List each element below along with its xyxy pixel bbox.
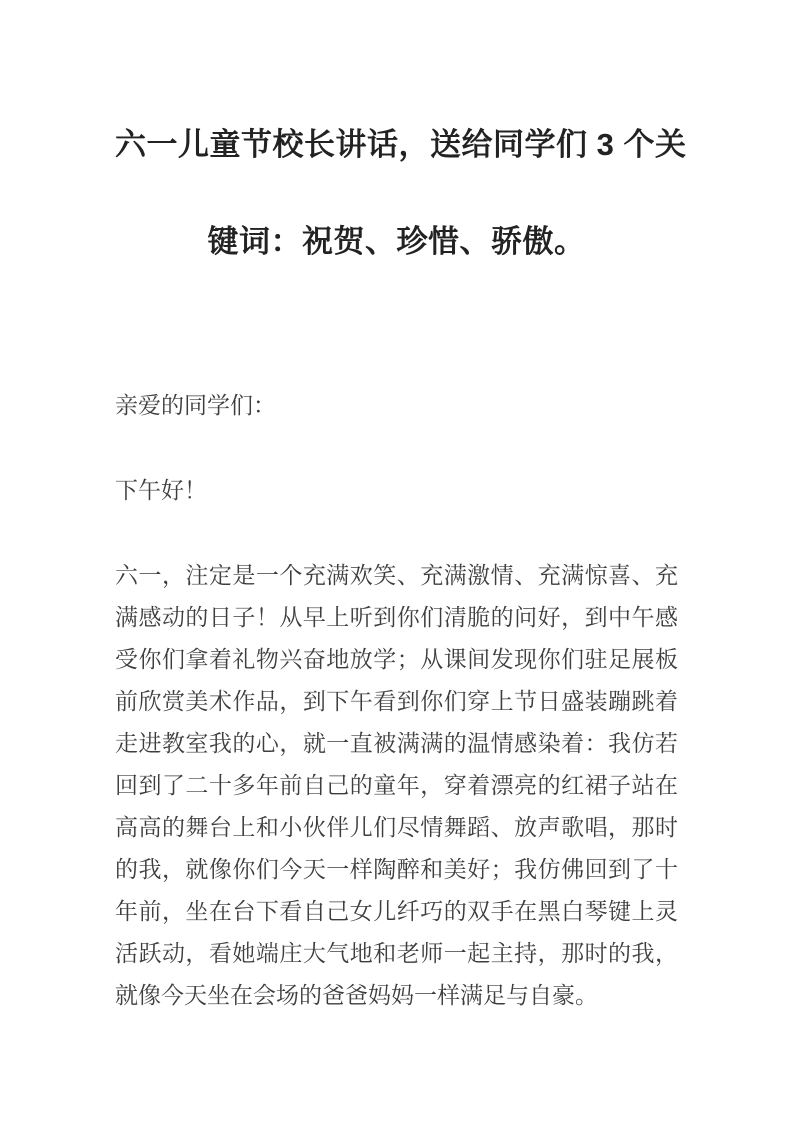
title-line-1: 六一儿童节校长讲话，送给同学们 3 个关 <box>115 127 687 162</box>
paragraph-greeting: 亲爱的同学们： <box>115 392 276 418</box>
title-line-2: 键词：祝贺、珍惜、骄傲。 <box>207 224 586 259</box>
document-title <box>115 96 687 290</box>
paragraph-body: 六一，注定是一个充满欢笑、充满激情、充满惊喜、充满感动的日子！从早上听到你们清脆的问好，到中午感受你们拿着礼物兴奋地放学；从课间发现你们驻足展板前欣赏美术作品，到下午看到你们穿上节日盛装蹦跳着走进教室我的心，就一直被满满的温情感染着：我仿若回到了二十多年前自己的童年，穿着漂亮的红裙子站在高高的舞台上和小伙伴儿们尽情舞蹈、放声歌唱，那时的我，就像你们今天一样陶醉和美好；我仿佛回到了十年前，坐在台下看自己女儿纤巧的双手在黑白琴键上灵活跃动，看她端庄大气地和老师一起主持，那时的我，就像今天坐在会场的爸爸妈妈一样满足与自豪。 <box>115 562 678 1008</box>
paragraph-salutation: 下午好！ <box>115 477 207 503</box>
